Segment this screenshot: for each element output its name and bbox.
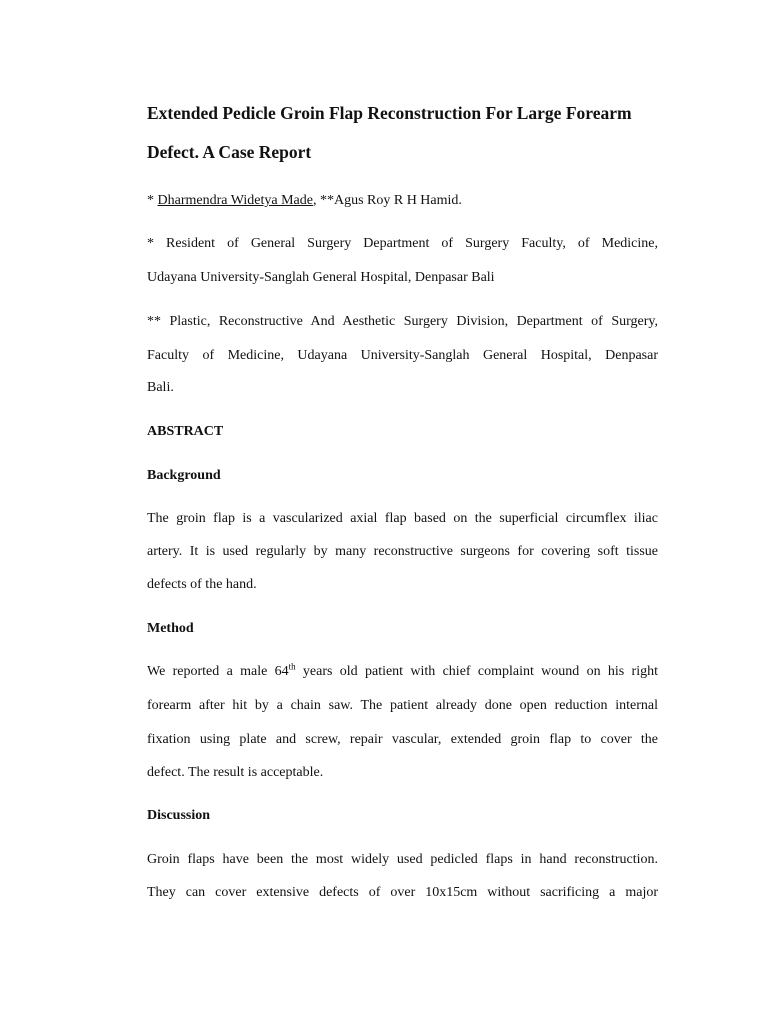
affiliation-2-line-1: ** Plastic, Reconstructive And Aesthetic Surgery Division, Department of Surgery, (147, 314, 658, 329)
affiliation-1-line-1: * Resident of General Surgery Department of Surgery Faculty, of Medicine, (147, 236, 658, 251)
ordinal-suffix: th (288, 661, 296, 672)
author-prefix: * (147, 193, 158, 208)
method-line-2: forearm after hit by a chain saw. The patient already done open reduction internal (147, 698, 658, 713)
method-line-4: defect. The result is acceptable. (147, 765, 324, 780)
discussion-line-1: Groin flaps have been the most widely used pedicled flaps in hand reconstruction. (147, 852, 658, 867)
method-line-3: fixation using plate and screw, repair vascular, extended groin flap to cover the (147, 732, 658, 747)
author-list (147, 192, 658, 210)
method-line-1-end: years old patient with chief complaint wound on his right (295, 664, 658, 679)
discussion-line-2: They can cover extensive defects of over 10x15cm without sacrificing a major (147, 885, 658, 900)
author-rest: , **Agus Roy R H Hamid. (312, 193, 462, 208)
discussion-heading: Discussion (147, 808, 211, 823)
background-line-3: defects of the hand. (147, 577, 257, 592)
background-line-2: artery. It is used regularly by many reconstructive surgeons for covering soft tissue (147, 544, 658, 559)
affiliation-1-line-2: Udayana University-Sanglah General Hospital, Denpasar Bali (147, 270, 495, 285)
abstract-heading: ABSTRACT (147, 424, 224, 439)
method-line-1-start: We reported a male 64 (147, 664, 289, 679)
paper-title-line-2: Defect. A Case Report (147, 142, 312, 162)
background-line-1: The groin flap is a vascularized axial flap based on the superficial circumflex iliac (147, 511, 658, 526)
background-heading: Background (147, 468, 221, 483)
author-1: Dharmendra Widetya Made (157, 193, 313, 208)
method-line-1 (147, 663, 658, 681)
affiliation-2-line-2: Faculty of Medicine, Udayana University-Sanglah General Hospital, Denpasar (147, 348, 658, 363)
method-heading: Method (147, 621, 194, 636)
paper-title-line-1: Extended Pedicle Groin Flap Reconstruction For Large Forearm (147, 103, 632, 123)
affiliation-2-line-3: Bali. (147, 380, 174, 395)
